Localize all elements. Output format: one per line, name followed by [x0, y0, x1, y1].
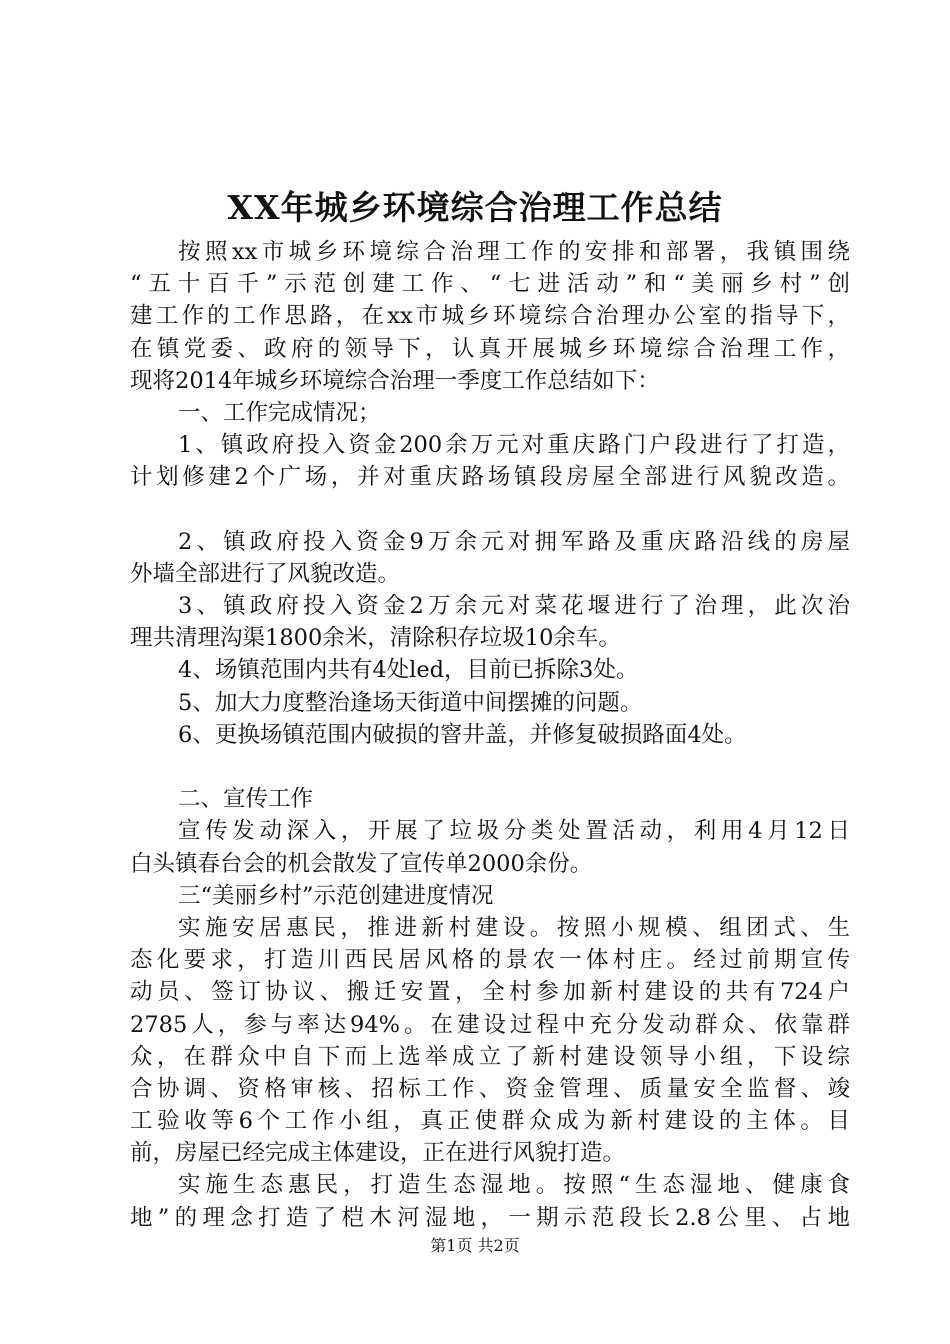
document-title: XX年城乡环境综合治理工作总结: [227, 188, 723, 227]
section-heading: 三“美丽乡村”示范创建进度情况: [178, 882, 494, 909]
paragraph-line: “五十百千”示范创建工作、“七进活动”和“美丽乡村”创: [130, 271, 850, 298]
paragraph-line: 2、镇政府投入资金9万余元对拥军路及重庆路沿线的房屋: [178, 528, 850, 555]
paragraph-line: 按照xx市城乡环境综合治理工作的安排和部署，我镇围绕: [178, 239, 850, 265]
paragraph-line: 动员、签订协议、搬迁安置，全村参加新村建设的共有724户: [130, 979, 850, 1006]
paragraph-line: 地”的理念打造了桤木河湿地，一期示范段长2.8公里、占地: [130, 1204, 850, 1231]
paragraph-line: 众，在群众中自下而上选举成立了新村建设领导小组，下设综: [130, 1043, 850, 1070]
section-heading: 一、工作完成情况；: [178, 399, 381, 426]
paragraph-line: 合协调、资格审核、招标工作、资金管理、质量安全监督、竣: [130, 1075, 850, 1102]
page-footer: 第1页 共2页: [430, 1236, 520, 1255]
paragraph-line: 工验收等6个工作小组，真正使群众成为新村建设的主体。目: [130, 1108, 850, 1135]
paragraph-line: 3、镇政府投入资金2万余元对菜花堰进行了治理，此次治: [178, 593, 850, 620]
paragraph-line: 1、镇政府投入资金200余万元对重庆路门户段进行了打造，: [178, 432, 850, 459]
paragraph-line: 实施生态惠民，打造生态湿地。按照“生态湿地、健康食: [178, 1172, 850, 1199]
document-body: [130, 236, 850, 1234]
paragraph-line: 2785人，参与率达94%。在建设过程中充分发动群众、依靠群: [130, 1011, 850, 1038]
paragraph-line: 4、场镇范围内共有4处led，目前已拆除3处。: [178, 657, 639, 684]
paragraph-line: 理共清理沟渠1800余米，清除积存垃圾10余车。: [130, 625, 621, 652]
section-heading: 二、宣传工作: [178, 786, 314, 813]
paragraph-line: 宣传发动深入，开展了垃圾分类处置活动，利用4月12日: [178, 818, 850, 845]
blank-line: [130, 751, 850, 783]
paragraph-line: 建工作的工作思路，在xx市城乡环境综合治理办公室的指导下，: [130, 303, 850, 330]
paragraph-line: 5、加大力度整治逢场天街道中间摆摊的问题。: [178, 689, 643, 716]
paragraph-line: 现将2014年城乡环境综合治理一季度工作总结如下：: [130, 367, 660, 394]
paragraph-line: 外墙全部进行了风貌改造。: [130, 560, 401, 587]
paragraph-line: 态化要求，打造川西民居风格的景农一体村庄。经过前期宣传: [130, 947, 850, 974]
paragraph-line: 实施安居惠民，推进新村建设。按照小规模、组团式、生: [178, 914, 850, 941]
paragraph-line: 6、更换场镇范围内破损的窨井盖，并修复破损路面4处。: [178, 721, 747, 748]
paragraph-line: 白头镇春台会的机会散发了宣传单2000余份。: [130, 850, 593, 877]
paragraph-line: 在镇党委、政府的领导下，认真开展城乡环境综合治理工作，: [130, 335, 850, 362]
blank-line: [130, 494, 850, 526]
paragraph-line: 前，房屋已经完成主体建设，正在进行风貌打造。: [130, 1140, 626, 1167]
paragraph-line: 计划修建2个广场，并对重庆路场镇段房屋全部进行风貌改造。: [130, 464, 850, 491]
